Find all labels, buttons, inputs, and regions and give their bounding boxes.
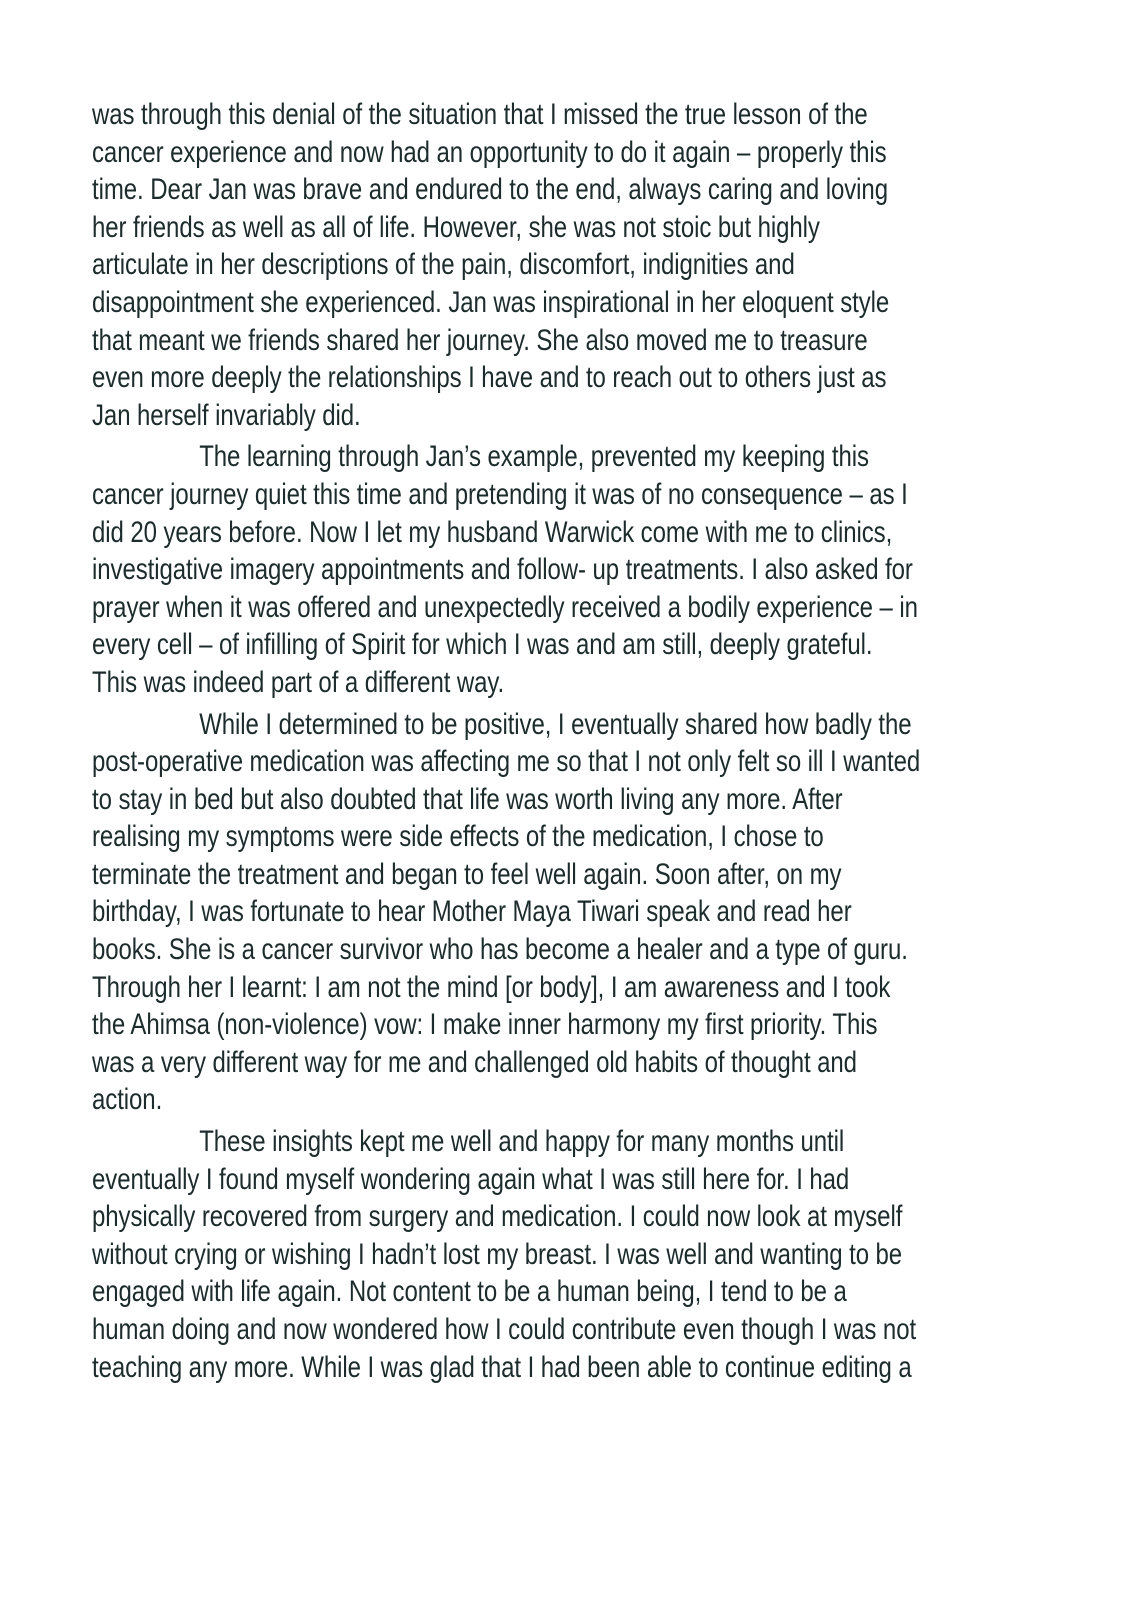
text-line: physically recovered from surgery and medication. I could now look at myself xyxy=(92,1200,903,1234)
text-line: every cell – of infilling of Spirit for which I was and am still, deeply grateful. xyxy=(92,628,873,662)
text-line: was through this denial of the situation that I missed the true lesson of the xyxy=(92,98,868,131)
text-line: the Ahimsa (non-violence) vow: I make inner harmony my first priority. This xyxy=(92,1008,878,1042)
text-line: disappointment she experienced. Jan was inspirational in her eloquent style xyxy=(92,285,890,319)
text-line: prayer when it was offered and unexpectedly received a bodily experience – in xyxy=(92,590,918,624)
text-line: terminate the treatment and began to feel well again. Soon after, on my xyxy=(92,857,842,891)
text-line: This was indeed part of a different way. xyxy=(92,665,505,699)
text-line: post-operative medication was affecting me so that I not only felt so ill I wanted xyxy=(92,745,921,779)
text-line: eventually I found myself wondering again what I was still here for. I had xyxy=(92,1162,850,1196)
text-line: human doing and now wondered how I could contribute even though I was not xyxy=(92,1313,917,1346)
text-line: her friends as well as all of life. However, she was not stoic but highly xyxy=(92,210,820,244)
paragraph-1 xyxy=(92,96,1052,434)
text-line: was a very different way for me and challenged old habits of thought and xyxy=(92,1045,857,1079)
text-line: Jan herself invariably did. xyxy=(92,398,361,432)
text-line: engaged with life again. Not content to be a human being, I tend to be a xyxy=(92,1275,847,1309)
text-line: without crying or wishing I hadn’t lost my breast. I was well and wanting to be xyxy=(92,1237,903,1271)
text-line-first-indented: The learning through Jan’s example, prevented my keeping this xyxy=(199,440,869,474)
text-line: books. She is a cancer survivor who has become a healer and a type of guru. xyxy=(92,933,908,967)
body-text xyxy=(92,96,1052,1390)
paragraph-3 xyxy=(92,706,1052,1120)
text-line: that meant we friends shared her journey. She also moved me to treasure xyxy=(92,323,868,357)
text-line: cancer experience and now had an opportunity to do it again – properly this xyxy=(92,135,887,169)
text-line: cancer journey quiet this time and pretending it was of no consequence – as I xyxy=(92,477,908,511)
text-line: to stay in bed but also doubted that life was worth living any more. After xyxy=(92,782,843,816)
text-line: articulate in her descriptions of the pain, discomfort, indignities and xyxy=(92,248,795,282)
text-line: did 20 years before. Now I let my husband Warwick come with me to clinics, xyxy=(92,515,893,549)
text-line: even more deeply the relationships I have and to reach out to others just as xyxy=(92,361,887,395)
text-line: action. xyxy=(92,1083,163,1117)
text-line-first-indented: While I determined to be positive, I eventually shared how badly the xyxy=(199,707,912,741)
text-line-first-indented: These insights kept me well and happy for many months until xyxy=(199,1125,845,1159)
text-line: birthday, I was fortunate to hear Mother Maya Tiwari speak and read her xyxy=(92,895,852,929)
paragraph-4 xyxy=(92,1123,1052,1386)
text-line: investigative imagery appointments and follow- up treatments. I also asked for xyxy=(92,553,913,587)
text-line: teaching any more. While I was glad that I had been able to continue editing a xyxy=(92,1350,912,1384)
paragraph-2 xyxy=(92,438,1052,701)
text-line: realising my symptoms were side effects of the medication, I chose to xyxy=(92,820,824,854)
text-line: Through her I learnt: I am not the mind [or body], I am awareness and I took xyxy=(92,970,891,1004)
text-line: time. Dear Jan was brave and endured to the end, always caring and loving xyxy=(92,173,888,207)
